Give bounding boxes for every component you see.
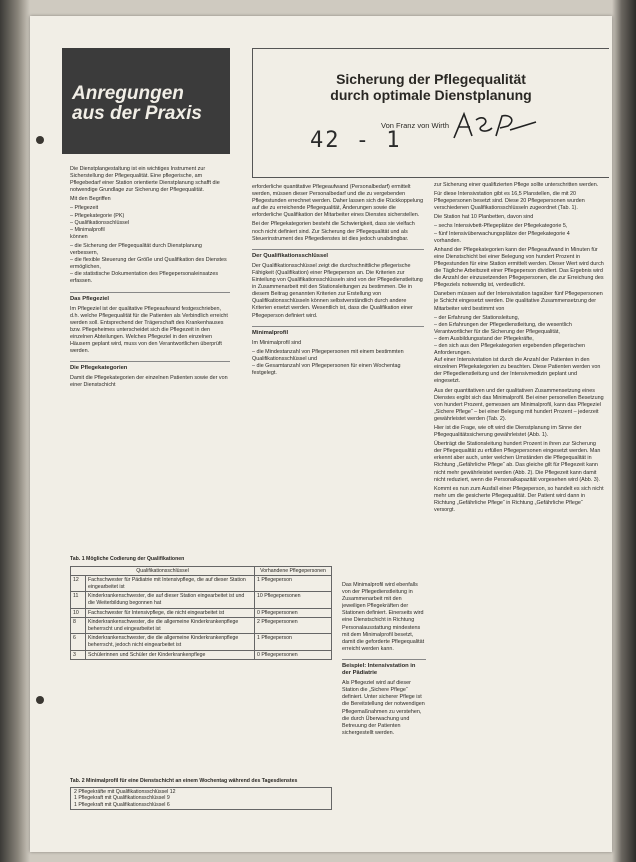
left-intro: Die Dienstplangestaltung ist ein wichtiges Instrument zur Sicherstellung der Pflegequalität. Eine pflegerische, am Pflegebedarf einer Station orientierte Dienstplanung schafft die notwendige Grundlage zur Sicherung der Pflegequalität. (70, 166, 220, 194)
left-list-lead: Mit den Begriffen (70, 196, 111, 203)
minimal-profile-table (70, 787, 332, 811)
list-item: – den sich aus den Pflegekategorien ergebenden pflegerischen Anforderungen. (434, 342, 586, 357)
banner-line-2: aus der Praxis (72, 103, 202, 124)
right-paragraph: Auf einer Intensivstation ist durch die Anzahl der Patienten in den einzelnen Pflegekategorien zu beachten. Diese Patienten werden von der Pflegedienstleitung und der Intensivmedizin geplant und eingesetzt. (434, 357, 601, 385)
handwritten-signature (450, 110, 540, 144)
table-2 (70, 778, 332, 810)
table-row (71, 650, 332, 660)
section-heading: Minimalprofil (252, 326, 424, 337)
list-item: – der Erfahrung der Stationsleitung, (434, 314, 520, 321)
article-title-line-2: durch optimale Dienstplanung (330, 87, 532, 103)
table-header: Vorhandene Pflegepersonen (255, 566, 332, 576)
right-paragraph: Daneben müssen auf der Intensivstation tagsüber fünf Pflegepersonen je Schicht eingesetzt werden. Die qualitative Zusammensetzung der Mitarbeiter wird bestimmt von (434, 291, 603, 312)
right-paragraph: Für diese Intensivstation gibt es 16,5 Planstellen, die mit 20 Pflegepersonen besetzt sind. Diese 20 Pflegepersonen wurden verschiedenen Qualifikationsschlüsseln zugeordnet (Tab. 1). (434, 191, 585, 212)
table-row (71, 634, 332, 650)
table-cell: Kinderkrankenschwester, die auf dieser Station eingearbeitet ist und die Weiterbildung begonnen hat (86, 592, 255, 608)
right-column (434, 182, 604, 842)
list-item: – die Gesamtanzahl von Pflegepersonen für einen Wochentag festgelegt. (252, 362, 401, 377)
table-row: 1 Pflegekraft mit Qualifikationsschlüssel 9 (74, 795, 170, 802)
left-column (70, 166, 230, 586)
table-cell: 1 Pflegeperson (255, 576, 332, 592)
table-row: 2 Pflegekräfte mit Qualifikationsschlüssel 12 (74, 788, 176, 795)
factor-list (434, 315, 604, 358)
list-item: – die Mindestanzahl von Pflegepersonen mit einem bestimmten Qualifikationsschlüssel und (252, 348, 404, 362)
section-text: Der Qualifikationsschlüssel zeigt die durchschnittliche pflegerische Fähigkeit (Qualifikation) einer Pflegeperson an. Die Kriterien zur Einteilung von Qualifikationsschlüsseln sind von der Pflegedienstleitung in Zusammenarbeit mit den Stationsleitungen zu bestimmen. Die in diesem Beitrag genannten Kriterien zur Erstellung von Qualifikationsschlüsseln können selbstverständlich durch andere Kriterien ersetzt werden. Wesentlich ist, dass die Qualifikation einer Pflegeperson definiert wird. (252, 262, 423, 319)
punch-hole (36, 136, 44, 144)
table-row (71, 592, 332, 608)
right-paragraph: Anhand der Pflegekategorien kann der Pflegeaufwand in Minuten für eine Dienstschicht bei einer Belegung von hundert Prozent in Pflegestunden für eine Station ermittelt werden. Dieser Wert wird durch die Tägliche Arbeitszeit einer Pflegeperson dividiert. Das Ergebnis wird die Anzahl der einzusetzenden Pflegepersonen, die zur Erreichung des Pflegeziels notwendig ist, verdeutlicht. (434, 246, 604, 289)
mid-paragraph: Bei der Pflegekategorien besteht die Schwierigkeit, dass sie vielfach noch nicht definiert sind. Zur Sicherung der Pflegequalität und als Steuerinstrument des Pflegedienstes ist dies jedoch unabdingbar. (252, 221, 415, 242)
middle-column (252, 184, 424, 582)
qualification-table (70, 566, 332, 661)
list-item: – dem Ausbildungsstand der Pflegekräfte, (434, 335, 534, 342)
page-edge (612, 0, 636, 862)
document-page (30, 16, 612, 852)
handwritten-note: 42 - 1 (310, 128, 402, 153)
goal-list (70, 243, 230, 286)
right-paragraph: Die Station hat 10 Planbetten, davon sind (434, 214, 534, 221)
section-text: Damit die Pflegekategorien der einzelnen Patienten sowie der von einer Dienstschicht (70, 375, 228, 389)
banner-line-1: Anregungen (72, 83, 184, 104)
table-row (71, 608, 332, 618)
table-cell: 1 Pflegeperson (255, 634, 332, 650)
section-text: Im Minimalprofil sind (252, 339, 302, 346)
right-paragraph: Aus der quantitativen und der qualitativen Zusammensetzung eines Dienstes ergibt sich das Minimalprofil. Bei einer personellen Besetzung von hundert Prozent, gemessen am Minimalprofil, kann das Pflegeziel „Sichere Pflege“ – bei einer Belegung mit hundert Prozent – jederzeit gewährleistet werden (Tab. 2). (434, 387, 604, 422)
mid-paragraph: Das Minimalprofil wird ebenfalls von der Pflegedienstleitung in Zusammenarbeit mit den jeweiligen Pflegekräften der Stationen definiert. Einerseits wird eine Dienstschicht in Richtung Personalausstattung mindestens mit dem Minimalprofil besetzt, damit die geforderte Pflegequalität erreicht werden kann. (342, 582, 425, 652)
article-author: Von Franz von Wirth (381, 121, 449, 130)
table-cell: 3 (71, 650, 86, 660)
table-1 (70, 556, 332, 660)
table-cell: 6 (71, 634, 86, 650)
bed-list (434, 223, 604, 237)
mid-paragraph: erforderliche quantitative Pflegeaufwand (Personalbedarf) ermittelt werden, müssen dieser Personalbedarf und die zu vergebenden Pflegestunden errechnet werden. Daher lassen sich die Rückkoppelung auf die zu erreichende Pflegequalität, Änderungen sowie die erforderliche Qualifikation der Mitarbeiter eines Dienstes sicherstellen. (252, 184, 424, 219)
right-paragraph: Hier ist die Frage, wie oft wird die Dienstplanung im Sinne der Pflegequalitätssicherung gewährleistet (Abb. 1). (434, 425, 582, 439)
table-cell: 2 Pflegepersonen (255, 618, 332, 634)
list-item: – die Sicherung der Pflegequalität durch Dienstplanung verbessern, (70, 242, 202, 257)
list-item: – fünf Intensivüberwachungsplätze der Pflegekategorie 4 (434, 230, 570, 237)
list-item: – die flexible Steuerung der Größe und Qualifikation des Dienstes ermöglichen, (70, 257, 227, 271)
section-heading: Beispiel: Intensivstation in der Pädiatrie (342, 659, 426, 677)
list-item: – Pflegekategorie (PK) (70, 212, 125, 219)
section-heading: Die Pflegekategorien (70, 361, 230, 372)
article-title-line-1: Sicherung der Pflegequalität (336, 71, 526, 87)
list-item: – Pflegezeit (70, 205, 99, 212)
table-cell: Kinderkrankenschwester, die die allgemeine Kinderkrankenpflege beherrscht und eingearbeitet ist (86, 618, 255, 634)
table-caption: Tab. 2 Minimalprofil für eine Dienstschicht an einem Wochentag während des Tagesdienstes (70, 778, 298, 784)
table-cell: Schülerinnen und Schüler der Kinderkrankenpflege (86, 650, 255, 660)
punch-hole (36, 696, 44, 704)
right-paragraph: Kommt es nun zum Ausfall einer Pflegeperson, so handelt es sich nicht mehr um die gesicherte Pflegequalität. Der Patient wird dann in Richtung „Gefährliche Pflege“ in Richtung „Gefährliche Pflege“ versorgt. (434, 485, 604, 514)
section-heading: Der Qualifikationsschlüssel (252, 249, 424, 260)
left-after-list: können (70, 233, 88, 240)
section-banner (62, 48, 230, 154)
table-header: Qualifikationsschlüssel (71, 566, 255, 576)
table-cell: 12 (71, 576, 86, 592)
table-cell: Fachschwester für Pädiatrie mit Intensivpflege, die auf dieser Station eingearbeitet ist (86, 576, 255, 592)
list-item: – Minimalprofil (70, 226, 105, 233)
right-paragraph: vorhanden. (434, 237, 461, 244)
middle-column-narrow (342, 582, 426, 838)
minimal-profile-list (252, 349, 424, 377)
table-cell: 0 Pflegepersonen (255, 608, 332, 618)
list-item: – sechs Intensivbett-Pflegeplätze der Pflegekategorie 5, (434, 223, 568, 230)
table-cell: Fachschwester für Intensivpflege, die nicht eingearbeitet ist (86, 608, 255, 618)
right-paragraph: zur Sicherung einer qualifizierten Pflege sollte unterschritten werden. (434, 182, 599, 188)
table-cell: 8 (71, 618, 86, 634)
table-row (71, 576, 332, 592)
title-box (252, 48, 609, 178)
table-cell: 0 Pflegepersonen (255, 650, 332, 660)
table-cell: Kinderkrankenschwester, die die allgemeine Kinderkrankenpflege beherrscht, jedoch nicht eingearbeitet ist (86, 634, 255, 650)
section-text: Als Pflegeziel wird auf dieser Station die „Sichere Pflege“ definiert. Unter sicherer Pflege ist die Bereitstellung der notwendigen Pflegemaßnahmen zu verstehen, die durch Überwachung und Betreuung der Patienten sichergestellt werden. (342, 680, 425, 736)
term-list (70, 205, 230, 233)
table-row (71, 618, 332, 634)
table-cell: 11 (71, 592, 86, 608)
table-cell: 10 (71, 608, 86, 618)
table-cell: 10 Pflegepersonen (255, 592, 332, 608)
list-item: – die statistische Dokumentation des Pflegepersonaleinsatzes erfassen. (70, 271, 219, 285)
binder-spine (0, 0, 30, 862)
section-heading: Das Pflegeziel (70, 292, 230, 303)
right-paragraph: Überträgt die Stationsleitung hundert Prozent in ihren zur Sicherung der Pflegequalität zu erfüllen Pflegepersonen eingesetzt werden. Man erkennt aber auch, unter welchen Umständen die Pflegequalität in Richtung „Gefährliche Pflege“ ab. Das gleiche gilt für Pflegezeit kann nicht mehr gewährleistet werden (Abb. 2). Die Pflegezeit kann damit nicht reduziert, wenn die Personalkapazität vorgesehen wird (Abb. 3). (434, 441, 601, 483)
table-caption: Tab. 1 Mögliche Codierung der Qualifikationen (70, 556, 185, 562)
list-item: – den Erfahrungen der Pflegedienstleitung, die wesentlich Verantwortlicher für die Sicherung der Pflegequalität, (434, 321, 572, 335)
list-item: – Qualifikationsschlüssel (70, 219, 130, 226)
table-row: 1 Pflegekraft mit Qualifikationsschlüssel 6 (74, 801, 170, 808)
section-text: Im Pflegeziel ist der qualitative Pflegeaufwand festgeschrieben, d.h. welche Pflegequalität für die Patienten als Verbindlich erreicht werden soll. Entsprechend der Trägerschaft des Krankenhauses bzw. Pflegeheimes unterscheidet sich die Pflegezeit in den einzelnen Abteilungen. Welches Pflegeziel in den einzelnen Häusern geplant wird, muss von den Verantwortlichen überprüft werden. (70, 305, 228, 355)
